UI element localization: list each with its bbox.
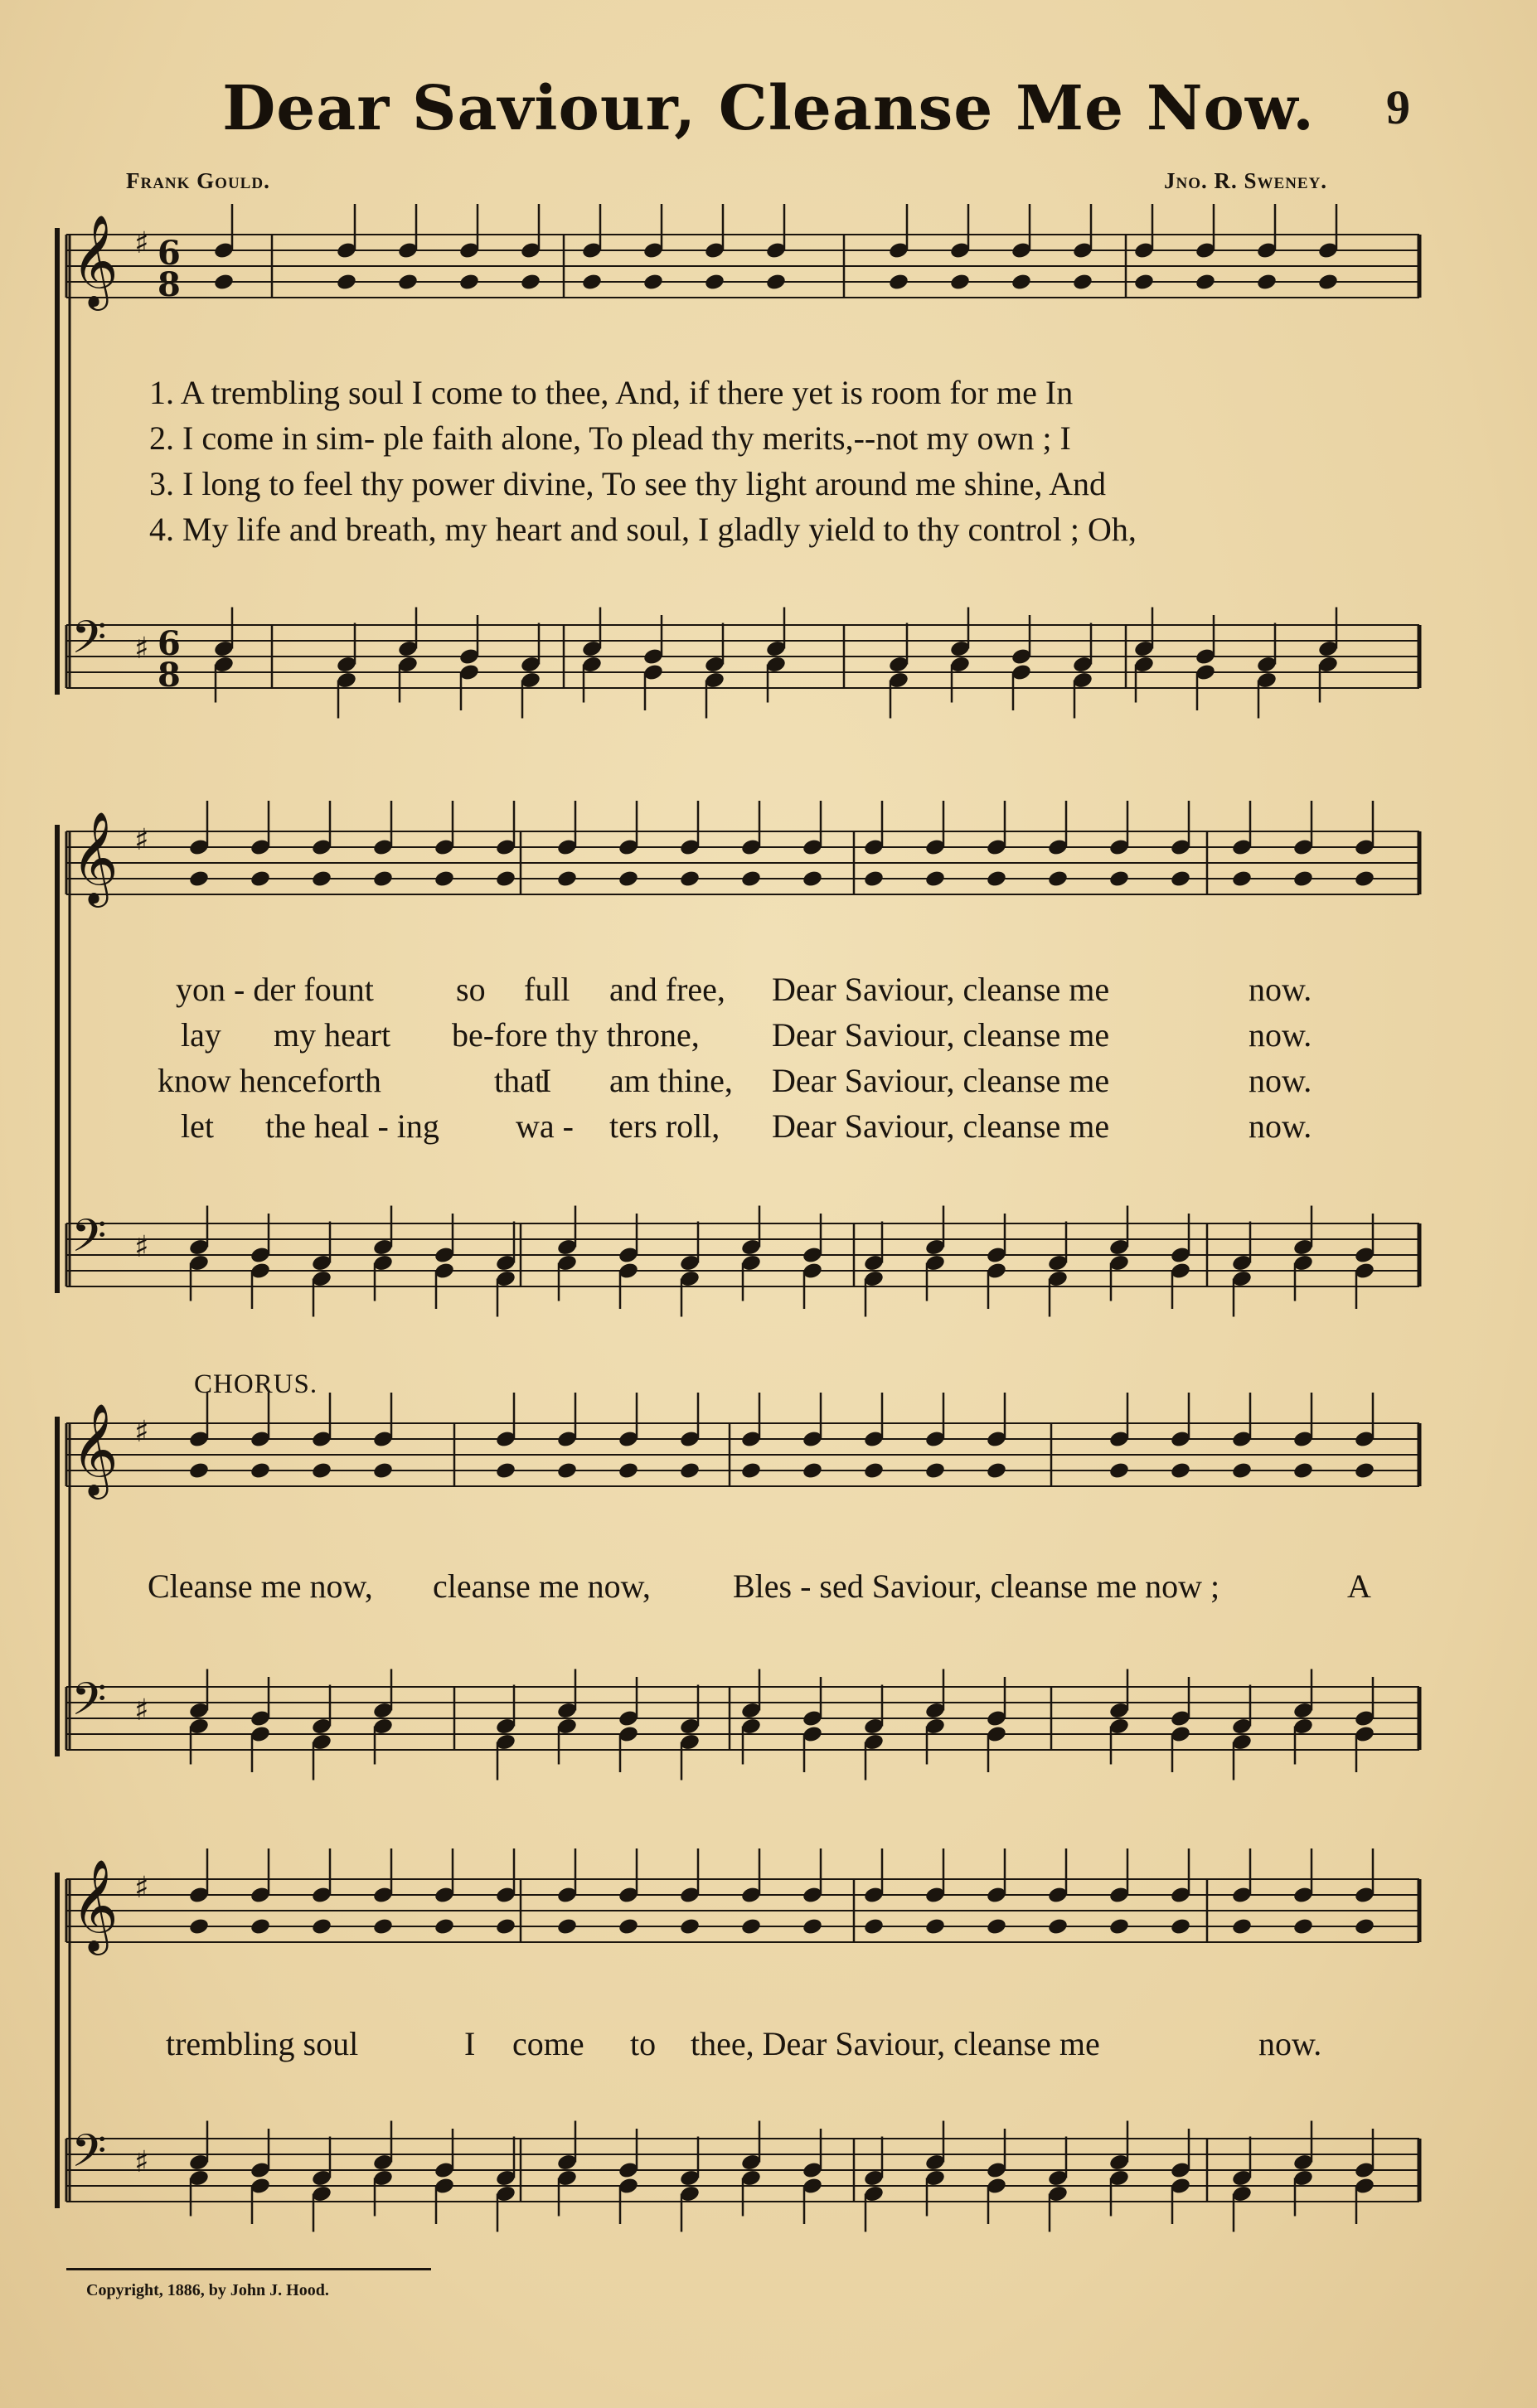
lyric-fragment: now. [1249,1062,1312,1099]
lyric-fragment: now. [1249,1016,1312,1054]
note-head [1231,1917,1253,1936]
time-signature-top: 6 [158,234,181,273]
lyric-fragment: and free, [609,971,725,1008]
note-head [188,870,210,889]
note-head [1354,1917,1375,1936]
note-head [458,273,480,292]
note-head [1108,870,1130,889]
sharp-icon: ♯ [134,1415,149,1449]
note-head [618,1461,639,1480]
note-head [213,273,235,292]
note-head [372,1917,394,1936]
note-head [1047,870,1069,889]
lyric-fragment: I [464,2025,476,2062]
note-head [986,870,1007,889]
note-head [495,870,516,889]
composer-credit: Jno. R. Sweney. [1164,168,1328,193]
time-signature-bottom: 8 [158,265,181,304]
note-head [311,1461,332,1480]
verse-line-1: 1. A trembling soul I come to thee, And, if there yet is room for me In [149,374,1074,411]
note-head [740,1917,762,1936]
note-head [1292,1461,1314,1480]
verse-line-4: 4. My life and breath, my heart and soul, I gladly yield to thy control ; Oh, [149,511,1137,548]
note-head [188,1461,210,1480]
time-signature-top: 6 [158,624,181,663]
note-head [949,273,971,292]
note-head [1256,273,1278,292]
note-head [250,870,271,889]
copyright-rule [66,2268,431,2270]
lyric-fragment: let [181,1107,214,1145]
note-head [1231,1461,1253,1480]
lyric-fragment: my heart [274,1016,391,1054]
sharp-icon: ♯ [134,2145,149,2179]
lyric-fragment: cleanse me now, [433,1567,651,1605]
sharp-icon: ♯ [134,632,149,666]
note-head [986,1917,1007,1936]
note-head [1317,273,1339,292]
note-head [556,1917,578,1936]
lyric-fragment: Cleanse me now, [148,1567,373,1605]
lyric-fragment: Dear Saviour, cleanse me [772,1016,1110,1054]
note-head [642,273,664,292]
note-head [495,1461,516,1480]
note-head [679,870,701,889]
sharp-icon: ♯ [134,226,149,260]
lyric-fragment: to [630,2025,657,2062]
bass-clef-icon: 𝄢 [71,1209,107,1273]
lyricist-credit: Frank Gould. [126,168,270,193]
lyric-fragment: am thine, [609,1062,733,1099]
note-head [740,1461,762,1480]
treble-clef-icon: 𝄞 [71,811,119,904]
lyric-fragment: so [456,971,486,1008]
note-head [556,1461,578,1480]
note-head [336,273,357,292]
lyric-fragment: trembling soul [166,2025,359,2062]
lyric-fragment: Dear Saviour, cleanse me [772,1107,1110,1145]
note-head [520,273,541,292]
note-head [581,273,603,292]
note-head [863,1461,885,1480]
note-head [704,273,725,292]
note-head [1011,273,1032,292]
lyric-fragment: I [541,1062,552,1099]
note-head [250,1461,271,1480]
note-head [250,1917,271,1936]
note-head [1195,273,1216,292]
treble-clef-icon: 𝄞 [71,214,119,307]
note-head [802,870,823,889]
note-head [1292,1917,1314,1936]
note-head [679,1461,701,1480]
note-head [1133,273,1155,292]
lyric-fragment: Dear Saviour, cleanse me [772,971,1110,1008]
note-head [740,870,762,889]
lyric-fragment: thee, Dear Saviour, cleanse me [691,2025,1100,2062]
note-head [495,1917,516,1936]
note-head [1354,870,1375,889]
lyric-fragment: Dear Saviour, cleanse me [772,1062,1110,1099]
lyric-fragment: A [1347,1567,1371,1605]
note-head [618,870,639,889]
note-head [863,1917,885,1936]
note-head [924,870,946,889]
sharp-icon: ♯ [134,1693,149,1727]
verse-line-3: 3. I long to feel thy power divine, To see thy light around me shine, And [149,465,1107,502]
note-head [1170,1461,1191,1480]
treble-clef-icon: 𝄞 [71,1403,119,1495]
note-head [618,1917,639,1936]
note-head [372,870,394,889]
lyric-fragment: now. [1258,2025,1322,2062]
note-head [802,1461,823,1480]
note-head [1170,870,1191,889]
note-head [397,273,419,292]
note-head [1354,1461,1375,1480]
note-head [924,1917,946,1936]
lyric-fragment: be-fore thy throne, [452,1016,700,1054]
lyric-fragment: now. [1249,1107,1312,1145]
note-head [888,273,909,292]
sharp-icon: ♯ [134,1871,149,1905]
note-head [188,1917,210,1936]
note-head [1047,1917,1069,1936]
lyric-fragment: Bles - sed Saviour, cleanse me now ; [733,1567,1220,1605]
treble-clef-icon: 𝄞 [71,1858,119,1951]
sharp-icon: ♯ [134,823,149,857]
note-head [1108,1917,1130,1936]
lyric-fragment: ters roll, [609,1107,720,1145]
system-bracket [55,228,60,695]
note-head [556,870,578,889]
system-bracket [55,825,60,1293]
note-head [1072,273,1093,292]
lyric-fragment: the heal - ing [265,1107,439,1145]
lyric-fragment: now. [1249,971,1312,1008]
lyric-fragment: come [512,2025,584,2062]
note-head [1292,870,1314,889]
note-head [372,1461,394,1480]
note-head [1231,870,1253,889]
note-head [802,1917,823,1936]
note-head [1170,1917,1191,1936]
note-head [863,870,885,889]
bass-clef-icon: 𝄢 [71,1673,107,1737]
note-head [924,1461,946,1480]
note-head [765,273,787,292]
page-number: 9 [1386,80,1410,134]
system-bracket [55,1417,60,1756]
note-head [679,1917,701,1936]
lyric-fragment: full [524,971,570,1008]
note-head [434,870,455,889]
lyric-fragment: that [494,1062,544,1099]
note-head [986,1461,1007,1480]
note-head [311,1917,332,1936]
bass-clef-icon: 𝄢 [71,611,107,675]
system-bracket [55,1873,60,2208]
hymn-title: Dear Saviour, Cleanse Me Now. [222,73,1315,144]
note-head [434,1917,455,1936]
time-signature-bottom: 8 [158,656,181,695]
sharp-icon: ♯ [134,1230,149,1264]
note-head [311,870,332,889]
lyric-fragment: yon - der fount [176,971,374,1008]
chorus-label: CHORUS. [194,1369,318,1399]
verse-line-2: 2. I come in sim- ple faith alone, To plead thy merits,--not my own ; I [149,419,1071,457]
note-head [1108,1461,1130,1480]
lyric-fragment: wa - [516,1107,574,1145]
lyric-fragment: know henceforth [158,1062,381,1099]
lyric-fragment: lay [181,1016,221,1054]
bass-clef-icon: 𝄢 [71,2125,107,2188]
copyright-notice: Copyright, 1886, by John J. Hood. [86,2281,329,2299]
